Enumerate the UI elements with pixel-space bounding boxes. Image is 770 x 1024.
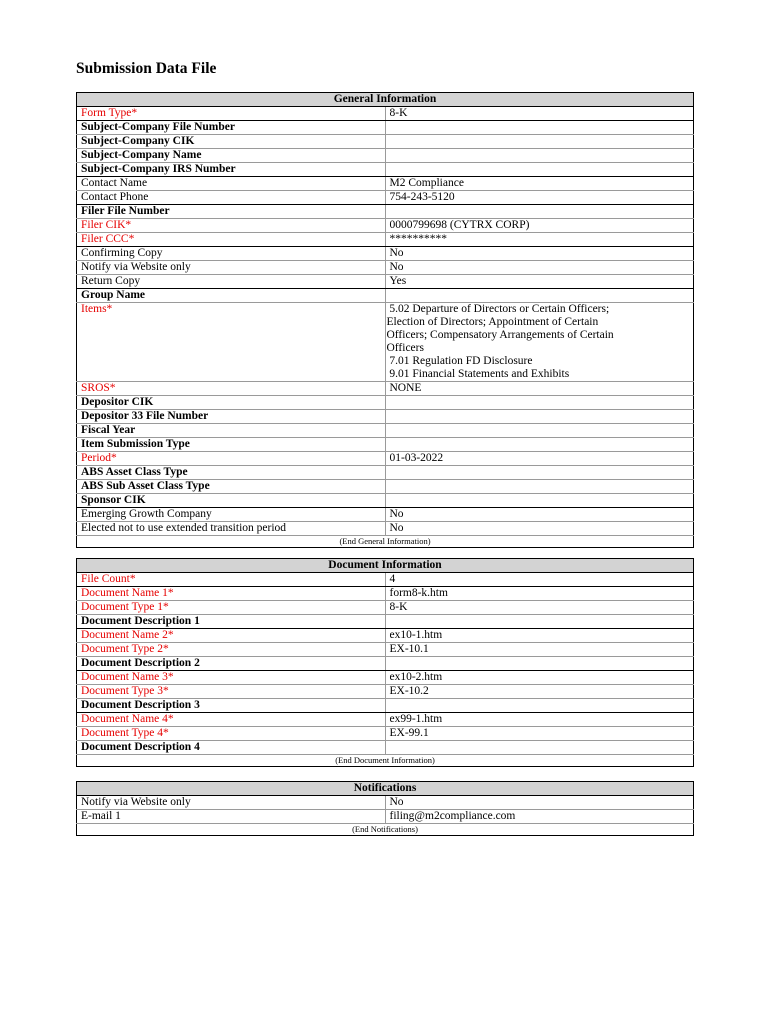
field-value: filing@m2compliance.com [385,810,694,824]
field-label: Depositor 33 File Number [77,410,386,424]
page-title: Submission Data File [76,60,217,77]
field-row [77,219,694,233]
field-row [77,629,694,643]
general-section-header: General Information [77,93,694,107]
field-label: Subject-Company File Number [77,121,386,135]
field-row [77,205,694,219]
field-row [77,191,694,205]
field-value: 0000799698 (CYTRX CORP) [385,219,694,233]
field-value: No [385,796,694,810]
field-label: Document Description 1 [77,615,386,629]
field-value [385,163,694,177]
field-value [385,289,694,303]
field-label: Document Name 2* [77,629,386,643]
document-section-end: (End Document Information) [335,755,435,765]
field-value [385,149,694,163]
field-label: SROS* [77,382,386,396]
item-line: 9.01 Financial Statements and Exhibits [386,368,570,380]
field-value: ********** [385,233,694,247]
field-row [77,727,694,741]
field-label: Document Type 1* [77,601,386,615]
field-label: Sponsor CIK [77,494,386,508]
field-value: No [385,508,694,522]
field-row [77,107,694,121]
field-value [385,466,694,480]
field-row [77,480,694,494]
field-row [77,396,694,410]
field-value: form8-k.htm [385,587,694,601]
field-row [77,135,694,149]
field-value [385,741,694,755]
field-label: ABS Asset Class Type [77,466,386,480]
field-row [77,657,694,671]
field-row [77,615,694,629]
item-line: 5.02 Departure of Directors or Certain Officers; [386,303,610,315]
field-row [77,303,694,382]
field-label: Emerging Growth Company [77,508,386,522]
field-value: 01-03-2022 [385,452,694,466]
field-value: 8-K [385,601,694,615]
field-row [77,643,694,657]
document-information-table [76,558,694,767]
field-row [77,810,694,824]
field-label: Notify via Website only [77,796,386,810]
field-label: Fiscal Year [77,424,386,438]
field-value: M2 Compliance [385,177,694,191]
field-label: Document Type 4* [77,727,386,741]
field-label: Group Name [77,289,386,303]
field-row [77,275,694,289]
field-value [385,410,694,424]
field-label: Form Type* [77,107,386,121]
field-label: Document Name 1* [77,587,386,601]
field-value: ex10-2.htm [385,671,694,685]
field-value [385,424,694,438]
field-label: Document Type 3* [77,685,386,699]
field-label: Contact Phone [77,191,386,205]
notifications-section-end: (End Notifications) [352,824,418,834]
field-row [77,382,694,396]
field-value: EX-10.2 [385,685,694,699]
field-label: Return Copy [77,275,386,289]
field-row [77,452,694,466]
field-label: Subject-Company IRS Number [77,163,386,177]
field-row [77,121,694,135]
field-value: ex10-1.htm [385,629,694,643]
field-label: Document Description 2 [77,657,386,671]
field-row [77,247,694,261]
field-label: Subject-Company CIK [77,135,386,149]
field-value: EX-99.1 [385,727,694,741]
document-section-header: Document Information [77,559,694,573]
field-row [77,796,694,810]
general-information-table [76,92,694,548]
field-row [77,741,694,755]
field-row [77,685,694,699]
field-label: Filer CIK* [77,219,386,233]
notifications-table [76,781,694,836]
general-section-end: (End General Information) [339,536,431,546]
field-row [77,163,694,177]
field-label: Document Name 4* [77,713,386,727]
field-row [77,713,694,727]
field-value: 8-K [385,107,694,121]
field-label: Elected not to use extended transition period [77,522,386,536]
item-line: Officers; Compensatory Arrangements of Certain [386,329,614,341]
field-row [77,177,694,191]
field-value [385,615,694,629]
field-label: Items* [77,303,386,382]
field-label: Confirming Copy [77,247,386,261]
field-label: Subject-Company Name [77,149,386,163]
field-value: Yes [385,275,694,289]
field-value [385,303,694,382]
field-row [77,522,694,536]
field-label: Filer CCC* [77,233,386,247]
field-row [77,573,694,587]
field-value [385,121,694,135]
field-value [385,699,694,713]
item-line: 7.01 Regulation FD Disclosure [386,355,533,367]
field-row [77,233,694,247]
field-value [385,205,694,219]
field-value [385,396,694,410]
field-label: Notify via Website only [77,261,386,275]
field-value: 4 [385,573,694,587]
field-row [77,466,694,480]
field-label: Filer File Number [77,205,386,219]
field-value: EX-10.1 [385,643,694,657]
field-row [77,508,694,522]
field-label: Document Name 3* [77,671,386,685]
field-value: NONE [385,382,694,396]
field-value [385,480,694,494]
field-label: Item Submission Type [77,438,386,452]
field-value: No [385,522,694,536]
field-label: File Count* [77,573,386,587]
field-label: Contact Name [77,177,386,191]
item-line: Officers [386,342,424,354]
field-row [77,587,694,601]
field-row [77,261,694,275]
field-row [77,494,694,508]
field-value [385,438,694,452]
field-label: ABS Sub Asset Class Type [77,480,386,494]
field-label: Document Type 2* [77,643,386,657]
field-label: Document Description 4 [77,741,386,755]
field-value: 754-243-5120 [385,191,694,205]
field-value: ex99-1.htm [385,713,694,727]
item-line: Election of Directors; Appointment of Certain [386,316,599,328]
notifications-section-header: Notifications [77,782,694,796]
field-label: E-mail 1 [77,810,386,824]
field-value [385,135,694,149]
field-label: Document Description 3 [77,699,386,713]
field-label: Depositor CIK [77,396,386,410]
field-row [77,601,694,615]
field-row [77,438,694,452]
field-value [385,657,694,671]
field-row [77,699,694,713]
field-row [77,410,694,424]
field-row [77,671,694,685]
field-value [385,494,694,508]
field-value: No [385,247,694,261]
field-row [77,424,694,438]
field-row [77,289,694,303]
field-row [77,149,694,163]
field-value: No [385,261,694,275]
field-label: Period* [77,452,386,466]
